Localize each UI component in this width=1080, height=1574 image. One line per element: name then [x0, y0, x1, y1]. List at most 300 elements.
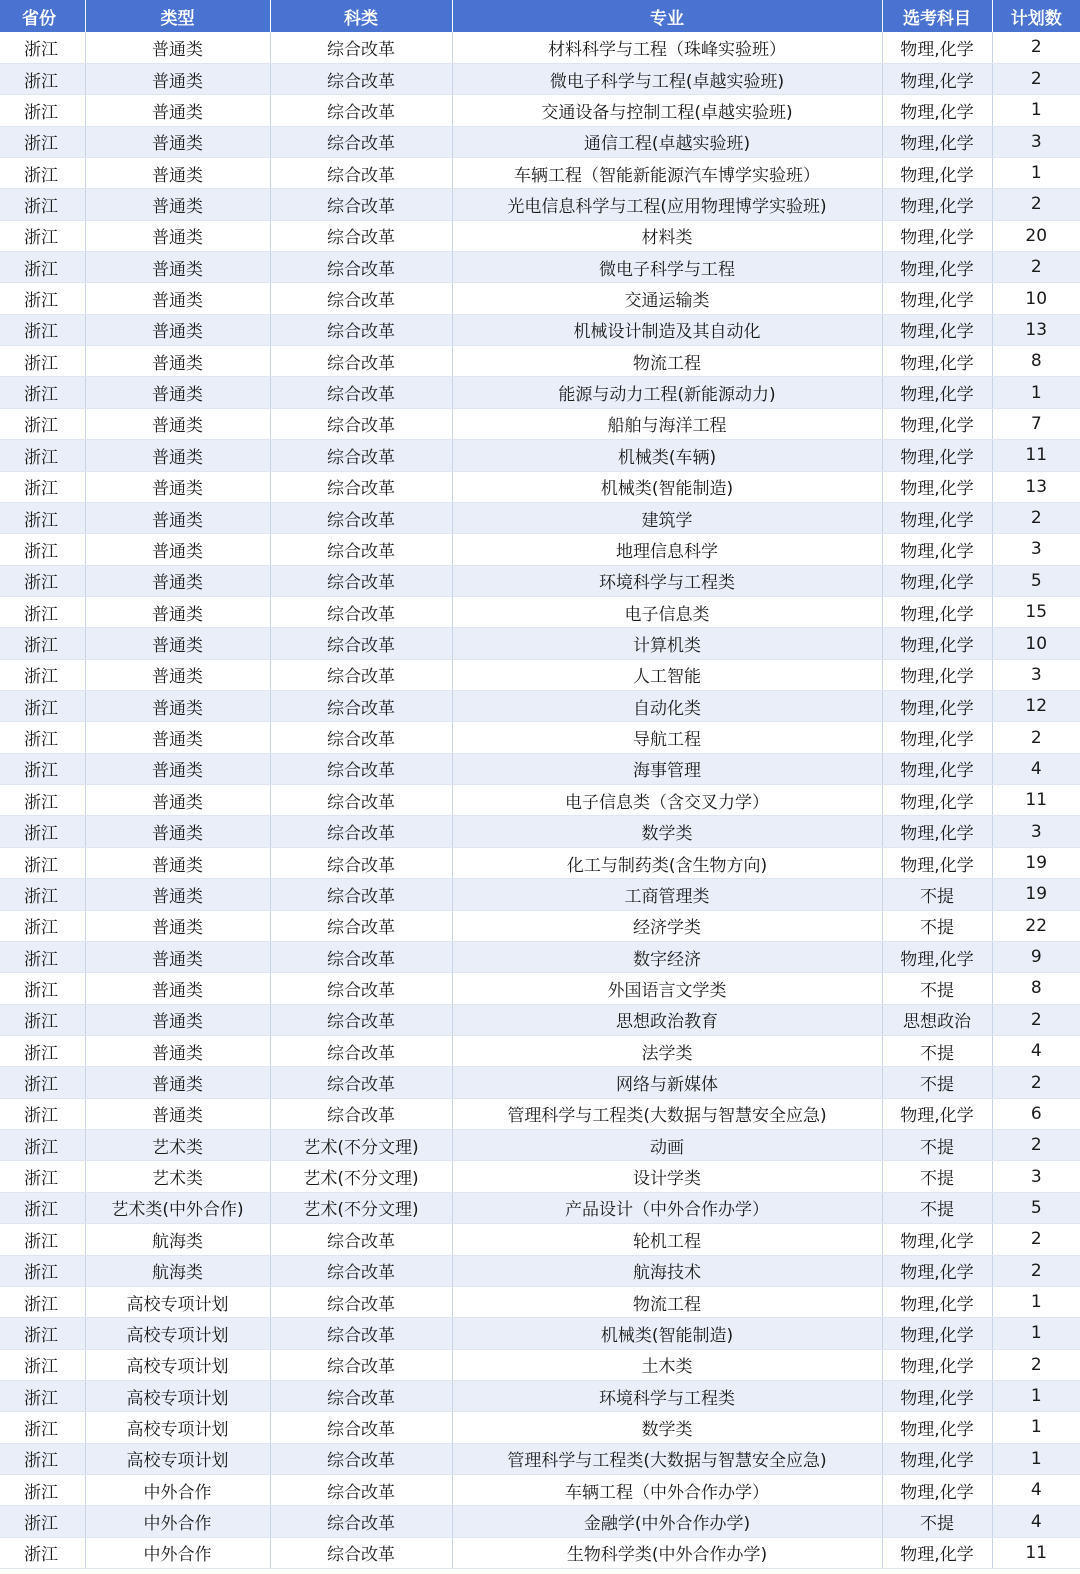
subject-category-cell: 综合改革 [270, 753, 452, 784]
table-row [0, 157, 1080, 188]
table-row [0, 63, 1080, 94]
plan-count-cell: 2 [992, 1067, 1080, 1098]
elective-subjects-cell: 物理,化学 [882, 596, 992, 627]
plan-count-cell: 19 [992, 847, 1080, 878]
major-cell: 能源与动力工程(新能源动力) [452, 377, 882, 408]
table-row [0, 628, 1080, 659]
plan-count-cell: 11 [992, 440, 1080, 471]
type-cell: 高校专项计划 [85, 1443, 270, 1474]
subject-category-cell: 综合改革 [270, 973, 452, 1004]
elective-subjects-cell: 物理,化学 [882, 1224, 992, 1255]
table-row [0, 1130, 1080, 1161]
elective-subjects-cell: 物理,化学 [882, 1537, 992, 1568]
elective-subjects-cell: 物理,化学 [882, 753, 992, 784]
type-cell: 普通类 [85, 157, 270, 188]
province-cell: 浙江 [0, 722, 85, 753]
province-cell: 浙江 [0, 785, 85, 816]
table-row [0, 1412, 1080, 1443]
subject-category-cell: 综合改革 [270, 1349, 452, 1380]
subject-category-cell: 艺术(不分文理) [270, 1161, 452, 1192]
table-row [0, 283, 1080, 314]
plan-count-cell: 9 [992, 941, 1080, 972]
elective-subjects-cell: 物理,化学 [882, 471, 992, 502]
elective-subjects-cell: 物理,化学 [882, 502, 992, 533]
subject-category-cell: 综合改革 [270, 1475, 452, 1506]
type-cell: 中外合作 [85, 1537, 270, 1568]
table-row [0, 565, 1080, 596]
major-cell: 电子信息类（含交叉力学） [452, 785, 882, 816]
elective-subjects-cell: 物理,化学 [882, 941, 992, 972]
subject-category-cell: 综合改革 [270, 1004, 452, 1035]
table-row [0, 1098, 1080, 1129]
table-row [0, 879, 1080, 910]
elective-subjects-cell: 物理,化学 [882, 722, 992, 753]
elective-subjects-cell: 物理,化学 [882, 628, 992, 659]
province-cell: 浙江 [0, 314, 85, 345]
type-cell: 普通类 [85, 32, 270, 63]
subject-category-cell: 综合改革 [270, 816, 452, 847]
plan-count-cell: 1 [992, 95, 1080, 126]
plan-count-cell: 2 [992, 189, 1080, 220]
subject-category-cell: 综合改革 [270, 1224, 452, 1255]
province-cell: 浙江 [0, 847, 85, 878]
province-cell: 浙江 [0, 659, 85, 690]
table-row [0, 471, 1080, 502]
subject-category-cell: 综合改革 [270, 1255, 452, 1286]
plan-count-cell: 1 [992, 1443, 1080, 1474]
major-cell: 管理科学与工程类(大数据与智慧安全应急) [452, 1443, 882, 1474]
elective-subjects-cell: 物理,化学 [882, 408, 992, 439]
table-row [0, 252, 1080, 283]
table-row [0, 1380, 1080, 1411]
header-major: 专业 [452, 0, 882, 32]
table-row [0, 189, 1080, 220]
major-cell: 思想政治教育 [452, 1004, 882, 1035]
elective-subjects-cell: 物理,化学 [882, 220, 992, 251]
elective-subjects-cell: 不提 [882, 910, 992, 941]
type-cell: 普通类 [85, 1098, 270, 1129]
type-cell: 普通类 [85, 189, 270, 220]
table-row [0, 502, 1080, 533]
province-cell: 浙江 [0, 189, 85, 220]
type-cell: 普通类 [85, 502, 270, 533]
province-cell: 浙江 [0, 1036, 85, 1067]
subject-category-cell: 综合改革 [270, 95, 452, 126]
major-cell: 生物科学类(中外合作办学) [452, 1537, 882, 1568]
type-cell: 艺术类 [85, 1130, 270, 1161]
province-cell: 浙江 [0, 1318, 85, 1349]
subject-category-cell: 综合改革 [270, 471, 452, 502]
table-row [0, 1443, 1080, 1474]
elective-subjects-cell: 物理,化学 [882, 1443, 992, 1474]
province-cell: 浙江 [0, 220, 85, 251]
major-cell: 经济学类 [452, 910, 882, 941]
elective-subjects-cell: 物理,化学 [882, 157, 992, 188]
type-cell: 普通类 [85, 973, 270, 1004]
plan-count-cell: 1 [992, 1286, 1080, 1317]
elective-subjects-cell: 物理,化学 [882, 32, 992, 63]
header-plan-count: 计划数 [992, 0, 1080, 32]
type-cell: 中外合作 [85, 1475, 270, 1506]
type-cell: 普通类 [85, 534, 270, 565]
table-body [0, 32, 1080, 1569]
elective-subjects-cell: 物理,化学 [882, 252, 992, 283]
plan-count-cell: 3 [992, 816, 1080, 847]
province-cell: 浙江 [0, 1380, 85, 1411]
subject-category-cell: 综合改革 [270, 1318, 452, 1349]
subject-category-cell: 综合改革 [270, 879, 452, 910]
plan-count-cell: 10 [992, 628, 1080, 659]
major-cell: 网络与新媒体 [452, 1067, 882, 1098]
elective-subjects-cell: 物理,化学 [882, 1318, 992, 1349]
subject-category-cell: 综合改革 [270, 565, 452, 596]
major-cell: 船舶与海洋工程 [452, 408, 882, 439]
province-cell: 浙江 [0, 502, 85, 533]
header-row [0, 0, 1080, 32]
elective-subjects-cell: 物理,化学 [882, 126, 992, 157]
major-cell: 车辆工程（智能新能源汽车博学实验班） [452, 157, 882, 188]
province-cell: 浙江 [0, 63, 85, 94]
province-cell: 浙江 [0, 157, 85, 188]
plan-count-cell: 2 [992, 63, 1080, 94]
type-cell: 普通类 [85, 95, 270, 126]
province-cell: 浙江 [0, 1349, 85, 1380]
header-province: 省份 [0, 0, 85, 32]
subject-category-cell: 综合改革 [270, 1067, 452, 1098]
type-cell: 普通类 [85, 722, 270, 753]
plan-count-cell: 2 [992, 252, 1080, 283]
type-cell: 普通类 [85, 346, 270, 377]
subject-category-cell: 综合改革 [270, 722, 452, 753]
elective-subjects-cell: 不提 [882, 973, 992, 1004]
table-row [0, 534, 1080, 565]
table-row [0, 1036, 1080, 1067]
plan-count-cell: 1 [992, 157, 1080, 188]
plan-count-cell: 4 [992, 1475, 1080, 1506]
subject-category-cell: 综合改革 [270, 534, 452, 565]
table-row [0, 941, 1080, 972]
plan-count-cell: 1 [992, 1318, 1080, 1349]
elective-subjects-cell: 物理,化学 [882, 1349, 992, 1380]
province-cell: 浙江 [0, 346, 85, 377]
type-cell: 普通类 [85, 628, 270, 659]
major-cell: 电子信息类 [452, 596, 882, 627]
major-cell: 车辆工程（中外合作办学） [452, 1475, 882, 1506]
plan-count-cell: 22 [992, 910, 1080, 941]
province-cell: 浙江 [0, 596, 85, 627]
subject-category-cell: 综合改革 [270, 283, 452, 314]
major-cell: 海事管理 [452, 753, 882, 784]
major-cell: 材料科学与工程（珠峰实验班） [452, 32, 882, 63]
type-cell: 普通类 [85, 440, 270, 471]
subject-category-cell: 综合改革 [270, 1412, 452, 1443]
plan-count-cell: 15 [992, 596, 1080, 627]
table-row [0, 220, 1080, 251]
table-row [0, 440, 1080, 471]
type-cell: 普通类 [85, 126, 270, 157]
province-cell: 浙江 [0, 565, 85, 596]
plan-count-cell: 3 [992, 126, 1080, 157]
major-cell: 计算机类 [452, 628, 882, 659]
province-cell: 浙江 [0, 753, 85, 784]
type-cell: 普通类 [85, 63, 270, 94]
major-cell: 环境科学与工程类 [452, 1380, 882, 1411]
table-row [0, 1067, 1080, 1098]
major-cell: 交通运输类 [452, 283, 882, 314]
plan-count-cell: 5 [992, 565, 1080, 596]
province-cell: 浙江 [0, 408, 85, 439]
major-cell: 数字经济 [452, 941, 882, 972]
plan-count-cell: 12 [992, 691, 1080, 722]
type-cell: 高校专项计划 [85, 1412, 270, 1443]
table-row [0, 659, 1080, 690]
province-cell: 浙江 [0, 1004, 85, 1035]
table-row [0, 691, 1080, 722]
major-cell: 动画 [452, 1130, 882, 1161]
province-cell: 浙江 [0, 1192, 85, 1223]
elective-subjects-cell: 物理,化学 [882, 659, 992, 690]
subject-category-cell: 综合改革 [270, 1537, 452, 1568]
major-cell: 交通设备与控制工程(卓越实验班) [452, 95, 882, 126]
major-cell: 物流工程 [452, 346, 882, 377]
elective-subjects-cell: 物理,化学 [882, 691, 992, 722]
plan-count-cell: 11 [992, 785, 1080, 816]
elective-subjects-cell: 物理,化学 [882, 1380, 992, 1411]
province-cell: 浙江 [0, 32, 85, 63]
province-cell: 浙江 [0, 440, 85, 471]
major-cell: 机械类(智能制造) [452, 1318, 882, 1349]
province-cell: 浙江 [0, 1098, 85, 1129]
province-cell: 浙江 [0, 126, 85, 157]
subject-category-cell: 综合改革 [270, 659, 452, 690]
plan-count-cell: 3 [992, 1161, 1080, 1192]
major-cell: 设计学类 [452, 1161, 882, 1192]
plan-count-cell: 8 [992, 973, 1080, 1004]
major-cell: 外国语言文学类 [452, 973, 882, 1004]
table-row [0, 346, 1080, 377]
plan-count-cell: 2 [992, 1349, 1080, 1380]
plan-count-cell: 19 [992, 879, 1080, 910]
major-cell: 产品设计（中外合作办学） [452, 1192, 882, 1223]
table-row [0, 1506, 1080, 1537]
subject-category-cell: 综合改革 [270, 1036, 452, 1067]
province-cell: 浙江 [0, 628, 85, 659]
elective-subjects-cell: 物理,化学 [882, 534, 992, 565]
table-row [0, 753, 1080, 784]
plan-count-cell: 6 [992, 1098, 1080, 1129]
subject-category-cell: 综合改革 [270, 252, 452, 283]
province-cell: 浙江 [0, 1412, 85, 1443]
type-cell: 高校专项计划 [85, 1349, 270, 1380]
type-cell: 普通类 [85, 471, 270, 502]
major-cell: 通信工程(卓越实验班) [452, 126, 882, 157]
major-cell: 光电信息科学与工程(应用物理博学实验班) [452, 189, 882, 220]
plan-count-cell: 1 [992, 1412, 1080, 1443]
subject-category-cell: 综合改革 [270, 157, 452, 188]
elective-subjects-cell: 不提 [882, 1067, 992, 1098]
subject-category-cell: 综合改革 [270, 910, 452, 941]
table-row [0, 1318, 1080, 1349]
subject-category-cell: 综合改革 [270, 596, 452, 627]
province-cell: 浙江 [0, 941, 85, 972]
type-cell: 普通类 [85, 659, 270, 690]
plan-count-cell: 3 [992, 534, 1080, 565]
province-cell: 浙江 [0, 1506, 85, 1537]
subject-category-cell: 综合改革 [270, 691, 452, 722]
subject-category-cell: 综合改革 [270, 1506, 452, 1537]
type-cell: 艺术类 [85, 1161, 270, 1192]
province-cell: 浙江 [0, 1286, 85, 1317]
table-row [0, 1224, 1080, 1255]
elective-subjects-cell: 不提 [882, 879, 992, 910]
major-cell: 航海技术 [452, 1255, 882, 1286]
table-row [0, 973, 1080, 1004]
province-cell: 浙江 [0, 1067, 85, 1098]
major-cell: 土木类 [452, 1349, 882, 1380]
elective-subjects-cell: 物理,化学 [882, 847, 992, 878]
major-cell: 微电子科学与工程(卓越实验班) [452, 63, 882, 94]
table-row [0, 1004, 1080, 1035]
elective-subjects-cell: 物理,化学 [882, 189, 992, 220]
province-cell: 浙江 [0, 534, 85, 565]
plan-count-cell: 1 [992, 1380, 1080, 1411]
type-cell: 普通类 [85, 1004, 270, 1035]
elective-subjects-cell: 物理,化学 [882, 1475, 992, 1506]
plan-count-cell: 4 [992, 753, 1080, 784]
table-row [0, 1192, 1080, 1223]
subject-category-cell: 艺术(不分文理) [270, 1130, 452, 1161]
type-cell: 高校专项计划 [85, 1380, 270, 1411]
type-cell: 普通类 [85, 565, 270, 596]
province-cell: 浙江 [0, 910, 85, 941]
province-cell: 浙江 [0, 1443, 85, 1474]
plan-count-cell: 20 [992, 220, 1080, 251]
province-cell: 浙江 [0, 1537, 85, 1568]
table-row [0, 95, 1080, 126]
table-row [0, 377, 1080, 408]
major-cell: 轮机工程 [452, 1224, 882, 1255]
type-cell: 普通类 [85, 252, 270, 283]
elective-subjects-cell: 物理,化学 [882, 440, 992, 471]
plan-count-cell: 11 [992, 1537, 1080, 1568]
type-cell: 航海类 [85, 1255, 270, 1286]
subject-category-cell: 综合改革 [270, 847, 452, 878]
subject-category-cell: 综合改革 [270, 126, 452, 157]
table-header [0, 0, 1080, 32]
type-cell: 普通类 [85, 596, 270, 627]
table-row [0, 596, 1080, 627]
major-cell: 法学类 [452, 1036, 882, 1067]
subject-category-cell: 综合改革 [270, 1098, 452, 1129]
type-cell: 普通类 [85, 1036, 270, 1067]
elective-subjects-cell: 不提 [882, 1192, 992, 1223]
type-cell: 普通类 [85, 314, 270, 345]
plan-count-cell: 3 [992, 659, 1080, 690]
subject-category-cell: 艺术(不分文理) [270, 1192, 452, 1223]
plan-count-cell: 10 [992, 283, 1080, 314]
table-row [0, 785, 1080, 816]
type-cell: 普通类 [85, 879, 270, 910]
elective-subjects-cell: 物理,化学 [882, 785, 992, 816]
type-cell: 高校专项计划 [85, 1286, 270, 1317]
plan-count-cell: 7 [992, 408, 1080, 439]
plan-count-cell: 4 [992, 1506, 1080, 1537]
plan-count-cell: 2 [992, 722, 1080, 753]
elective-subjects-cell: 物理,化学 [882, 565, 992, 596]
table-row [0, 847, 1080, 878]
major-cell: 地理信息科学 [452, 534, 882, 565]
major-cell: 自动化类 [452, 691, 882, 722]
type-cell: 普通类 [85, 941, 270, 972]
type-cell: 普通类 [85, 910, 270, 941]
subject-category-cell: 综合改革 [270, 941, 452, 972]
plan-count-cell: 2 [992, 502, 1080, 533]
table-row [0, 314, 1080, 345]
subject-category-cell: 综合改革 [270, 628, 452, 659]
header-type: 类型 [85, 0, 270, 32]
province-cell: 浙江 [0, 691, 85, 722]
type-cell: 普通类 [85, 283, 270, 314]
elective-subjects-cell: 物理,化学 [882, 1412, 992, 1443]
subject-category-cell: 综合改革 [270, 377, 452, 408]
major-cell: 机械类(智能制造) [452, 471, 882, 502]
table-row [0, 1537, 1080, 1568]
elective-subjects-cell: 物理,化学 [882, 63, 992, 94]
major-cell: 建筑学 [452, 502, 882, 533]
elective-subjects-cell: 不提 [882, 1161, 992, 1192]
province-cell: 浙江 [0, 879, 85, 910]
plan-count-cell: 13 [992, 471, 1080, 502]
province-cell: 浙江 [0, 95, 85, 126]
type-cell: 普通类 [85, 377, 270, 408]
major-cell: 材料类 [452, 220, 882, 251]
table-row [0, 1475, 1080, 1506]
major-cell: 机械类(车辆) [452, 440, 882, 471]
major-cell: 微电子科学与工程 [452, 252, 882, 283]
plan-count-cell: 4 [992, 1036, 1080, 1067]
major-cell: 数学类 [452, 816, 882, 847]
province-cell: 浙江 [0, 1161, 85, 1192]
type-cell: 航海类 [85, 1224, 270, 1255]
province-cell: 浙江 [0, 377, 85, 408]
elective-subjects-cell: 物理,化学 [882, 1286, 992, 1317]
type-cell: 高校专项计划 [85, 1318, 270, 1349]
elective-subjects-cell: 思想政治 [882, 1004, 992, 1035]
plan-count-cell: 5 [992, 1192, 1080, 1223]
subject-category-cell: 综合改革 [270, 314, 452, 345]
plan-count-cell: 13 [992, 314, 1080, 345]
table-row [0, 1349, 1080, 1380]
header-subject-category: 科类 [270, 0, 452, 32]
subject-category-cell: 综合改革 [270, 408, 452, 439]
type-cell: 艺术类(中外合作) [85, 1192, 270, 1223]
province-cell: 浙江 [0, 283, 85, 314]
table-row [0, 1286, 1080, 1317]
major-cell: 环境科学与工程类 [452, 565, 882, 596]
major-cell: 人工智能 [452, 659, 882, 690]
major-cell: 物流工程 [452, 1286, 882, 1317]
major-cell: 化工与制药类(含生物方向) [452, 847, 882, 878]
province-cell: 浙江 [0, 471, 85, 502]
major-cell: 机械设计制造及其自动化 [452, 314, 882, 345]
province-cell: 浙江 [0, 1130, 85, 1161]
subject-category-cell: 综合改革 [270, 189, 452, 220]
plan-count-cell: 1 [992, 377, 1080, 408]
type-cell: 中外合作 [85, 1506, 270, 1537]
plan-count-cell: 2 [992, 1224, 1080, 1255]
subject-category-cell: 综合改革 [270, 440, 452, 471]
subject-category-cell: 综合改革 [270, 1443, 452, 1474]
